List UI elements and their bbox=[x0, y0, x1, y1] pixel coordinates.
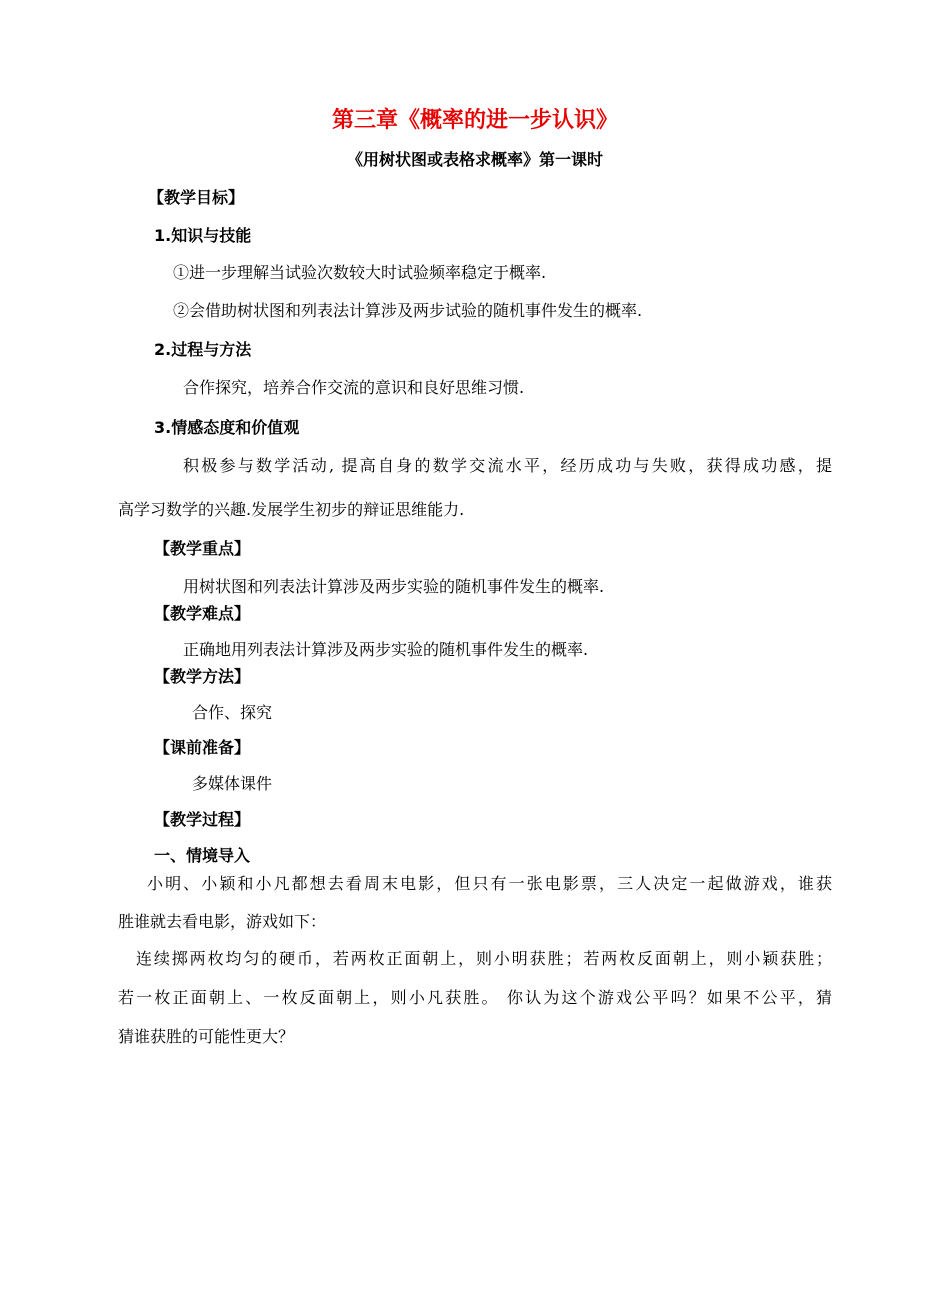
intro-paragraph-2-line-3: 猜谁获胜的可能性更大？ bbox=[118, 1027, 295, 1046]
keypoint-heading: 【教学重点】 bbox=[154, 539, 251, 558]
goals-heading: 【教学目标】 bbox=[148, 188, 245, 207]
intro-paragraph-2-line-2: 若一枚正面朝上、一枚反面朝上，则小凡获胜。 你认为这个游戏公平吗？如果不公平，猜 bbox=[118, 988, 832, 1007]
emotion-line-2: 高学习数学的兴趣.发展学生初步的辩证思维能力. bbox=[118, 500, 465, 519]
knowledge-heading: 1.知识与技能 bbox=[154, 226, 252, 245]
difficulty-heading: 【教学难点】 bbox=[154, 604, 251, 623]
intro-paragraph-1-line-2: 胜谁就去看电影，游戏如下： bbox=[118, 912, 327, 931]
emotion-line-1: 积极参与数学活动, 提高自身的数学交流水平，经历成功与失败，获得成功感，提 bbox=[183, 456, 832, 475]
prep-heading: 【课前准备】 bbox=[154, 738, 251, 757]
method-heading: 【教学方法】 bbox=[154, 667, 251, 686]
knowledge-item-2: ②会借助树状图和列表法计算涉及两步试验的随机事件发生的概率. bbox=[173, 301, 643, 320]
document-subtitle: 《用树状图或表格求概率》第一课时 bbox=[346, 150, 603, 169]
difficulty-text: 正确地用列表法计算涉及两步实验的随机事件发生的概率. bbox=[183, 640, 589, 659]
prep-text: 多媒体课件 bbox=[192, 774, 273, 793]
emotion-heading: 3.情感态度和价值观 bbox=[154, 418, 300, 437]
intro-heading: 一、情境导入 bbox=[154, 846, 251, 865]
document-title: 第三章《概率的进一步认识》 bbox=[331, 107, 618, 133]
method-text: 合作、探究 bbox=[192, 703, 273, 722]
keypoint-text: 用树状图和列表法计算涉及两步实验的随机事件发生的概率. bbox=[183, 577, 605, 596]
process-heading: 2.过程与方法 bbox=[154, 340, 252, 359]
teaching-process-heading: 【教学过程】 bbox=[154, 810, 251, 829]
knowledge-item-1: ①进一步理解当试验次数较大时试验频率稳定于概率. bbox=[173, 263, 547, 282]
process-text: 合作探究，培养合作交流的意识和良好思维习惯. bbox=[183, 378, 525, 397]
intro-paragraph-2-line-1: 连续掷两枚均匀的硬币，若两枚正面朝上，则小明获胜；若两枚反面朝上，则小颖获胜； bbox=[136, 949, 832, 968]
intro-paragraph-1-line-1: 小明、小颖和小凡都想去看周末电影，但只有一张电影票，三人决定一起做游戏，谁获 bbox=[147, 874, 832, 893]
